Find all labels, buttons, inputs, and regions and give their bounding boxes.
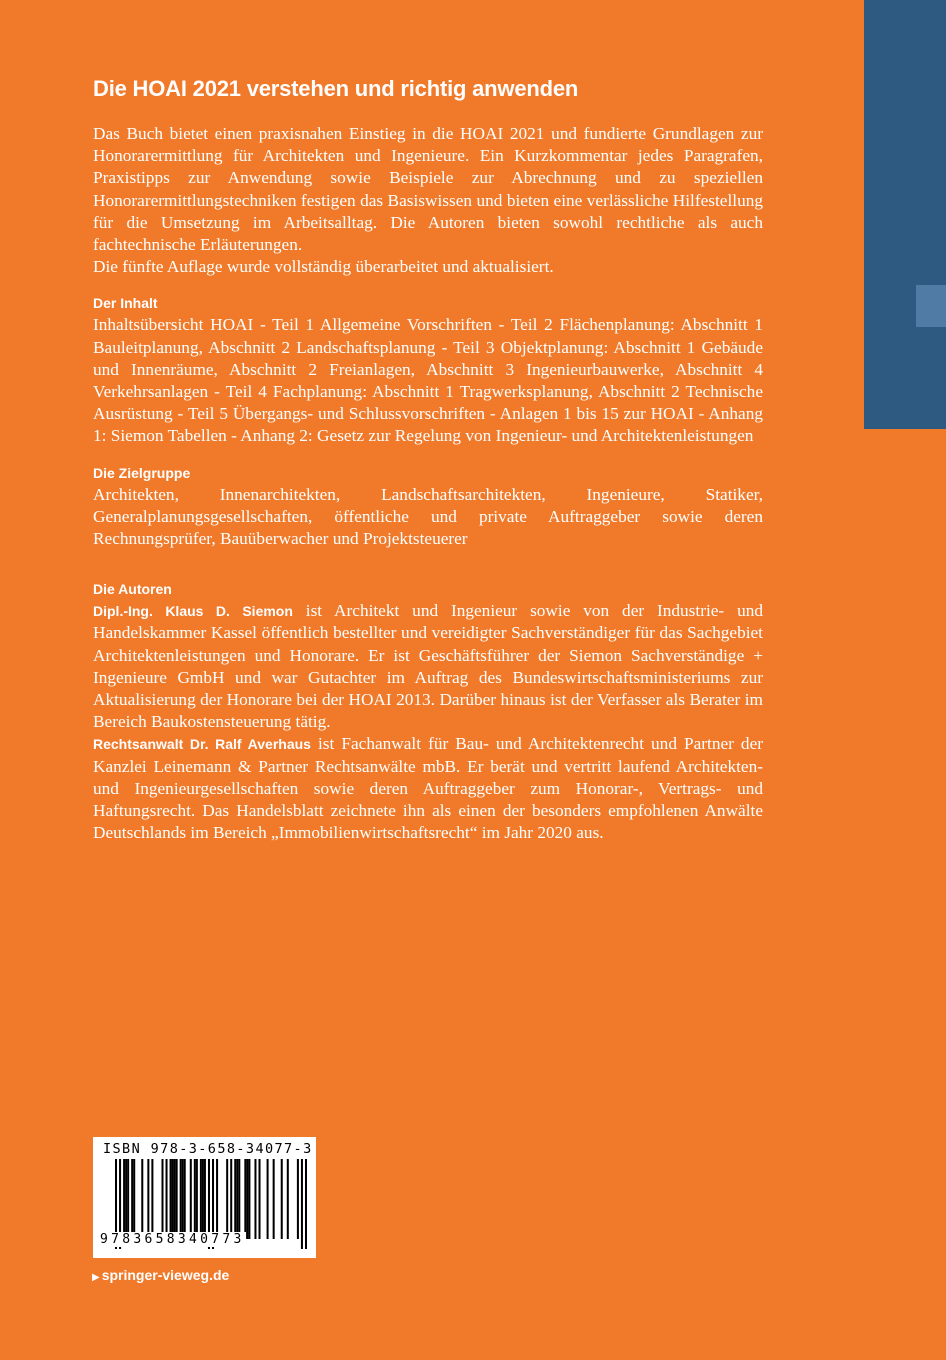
spine-color-bar — [864, 0, 946, 429]
barcode-bar — [147, 1159, 149, 1239]
intro-paragraph: Das Buch bietet einen praxisnahen Einstieg in die HOAI 2021 und fundierte Grundlagen zur Honorarermittlung für Architekten und Ingenieure. Ein Kurzkommentar jedes Paragrafen, Praxistipps zur Anwendung sowie Beispiele zur Abrechnung und zu speziellen Honorarermittlungstechniken festigen das Basiswissen und bieten eine verlässliche Hilfestellung für die Umsetzung im Arbeitsalltag. Die Autoren bieten sowohl rechtliche als auch fachtechnische Erläuterungen. — [93, 124, 763, 255]
publisher-url: springer-vieweg.de — [101, 1267, 230, 1283]
barcode-bar — [184, 1159, 186, 1239]
zielgruppe-heading: Die Zielgruppe — [93, 464, 191, 481]
barcode-bar — [194, 1159, 196, 1239]
barcode-bar — [182, 1159, 184, 1239]
isbn-barcode — [93, 1137, 316, 1258]
barcode-bar — [161, 1159, 163, 1239]
barcode-bar — [305, 1159, 307, 1249]
inhalt-text: Inhaltsübersicht HOAI - Teil 1 Allgemeine Vorschriften - Teil 2 Flächenplanung: Abschnitt 1 Bauleitplanung, Abschnitt 2 Landschaftsplanung - Teil 3 Objektplanung: Abschnitt 1 Gebäude und Innenräume, Abschnitt 2 Freianlagen, Abschnitt 3 Ingenieurbauwerke, Abschnitt 4 Verkehrsanlagen - Teil 4 Fachplanung: Abschnitt 1 Tragwerksplanung, Abschnitt 2 Technische Ausrüstung - Teil 5 Übergangs- und Schlussvorschriften - Anlagen 1 bis 15 zur HOAI - Anhang 1: Siemon Tabellen - Anhang 2: Gesetz zur Regelung von Ingenieur- und Architektenleistungen — [93, 315, 763, 446]
barcode-bar — [254, 1159, 256, 1239]
barcode-bar — [196, 1159, 198, 1239]
barcode-bar — [190, 1159, 192, 1239]
barcode-bar — [246, 1159, 248, 1239]
barcode-bar — [248, 1159, 250, 1239]
author1-name: Dipl.-Ing. Klaus D. Siemon — [93, 603, 293, 620]
author1-text: ist Architekt und Ingenieur sowie von der Industrie- und Handelskammer Kassel öffentlich bestellter und vereidigter Sachverständiger für das Sachgebiet Architektenleistungen und Honorare. Er ist Geschäftsführer der Siemon Sachverständige + Ingenieure GmbH und war Gutachter im Auftrag des Bundeswirtschaftsministeriums zur Aktualisierung der Honorare bei der HOAI 2013. Darüber hinaus ist der Verfasser als Berater im Bereich Baukostensteuerung tätig. — [93, 601, 763, 732]
barcode-bar — [226, 1159, 228, 1239]
ean-digits: 9783658340773 — [100, 1232, 245, 1247]
barcode-bar — [230, 1159, 232, 1239]
author2-name: Rechtsanwalt Dr. Ralf Averhaus — [93, 736, 311, 753]
barcode-bar — [174, 1159, 176, 1239]
barcode-bar — [166, 1159, 168, 1239]
barcode-bar — [176, 1159, 178, 1239]
isbn-label: ISBN 978-3-658-34077-3 — [103, 1141, 313, 1157]
author2-text: ist Fachanwalt für Bau- und Architektenrecht und Partner der Kanzlei Leinemann & Partner Rechtsanwälte mbB. Er berät und vertritt laufend Architekten- und Ingenieurgesellschaften sowie deren Auftraggeber zum Honorar-, Vertrags- und Haftungsrecht. Das Handelsblatt zeichnete ihn als einen der besonders empfohlenen Anwälte Deutschlands im Bereich „Immobilienwirtschaftsrecht“ im Jahr 2020 aus. — [93, 734, 764, 843]
barcode-bar — [297, 1159, 299, 1239]
barcode-bar — [141, 1159, 143, 1239]
barcode-bar — [301, 1159, 303, 1249]
barcode-bar — [236, 1159, 238, 1239]
zielgruppe-text: Architekten, Innenarchitekten, Landschaftsarchitekten, Ingenieure, Statiker, Generalplanungsgesellschaften, öffentliche und private Auftraggeber sowie deren Rechnungsprüfer, Bauüberwacher und Projektsteuerer — [93, 484, 763, 549]
inhalt-heading: Der Inhalt — [93, 295, 158, 312]
publisher-link[interactable] — [92, 1267, 229, 1283]
autoren-heading: Die Autoren — [93, 581, 172, 598]
barcode-bar — [273, 1159, 275, 1239]
barcode-bar — [281, 1159, 283, 1239]
barcode-bar — [258, 1159, 260, 1239]
author1-paragraph — [93, 600, 763, 733]
barcode-bar — [131, 1159, 133, 1239]
barcode-bar — [244, 1159, 246, 1239]
triangle-right-icon: ▶ — [92, 1272, 100, 1283]
barcode-bar — [202, 1159, 204, 1239]
barcode-bar — [216, 1159, 218, 1239]
page-title: Die HOAI 2021 verstehen und richtig anwenden — [93, 76, 579, 101]
barcode-bar — [234, 1159, 236, 1239]
barcode-bar — [204, 1159, 206, 1239]
barcode-bar — [133, 1159, 135, 1239]
back-cover-content — [93, 74, 763, 844]
barcode-bar — [267, 1159, 269, 1239]
barcode-bar — [172, 1159, 174, 1239]
barcode-bar — [123, 1159, 125, 1239]
barcode-bar — [287, 1159, 289, 1239]
edition-note: Die fünfte Auflage wurde vollständig überarbeitet und aktualisiert. — [93, 257, 554, 277]
barcode-bar — [127, 1159, 129, 1239]
author2-paragraph — [93, 733, 763, 844]
barcode-bar — [180, 1159, 182, 1239]
barcode-bar — [125, 1159, 127, 1239]
barcode-bar — [200, 1159, 202, 1239]
barcode-bar — [151, 1159, 153, 1239]
spine-tab-marker — [916, 285, 946, 327]
barcode-bar — [238, 1159, 240, 1239]
barcode-bar — [170, 1159, 172, 1239]
